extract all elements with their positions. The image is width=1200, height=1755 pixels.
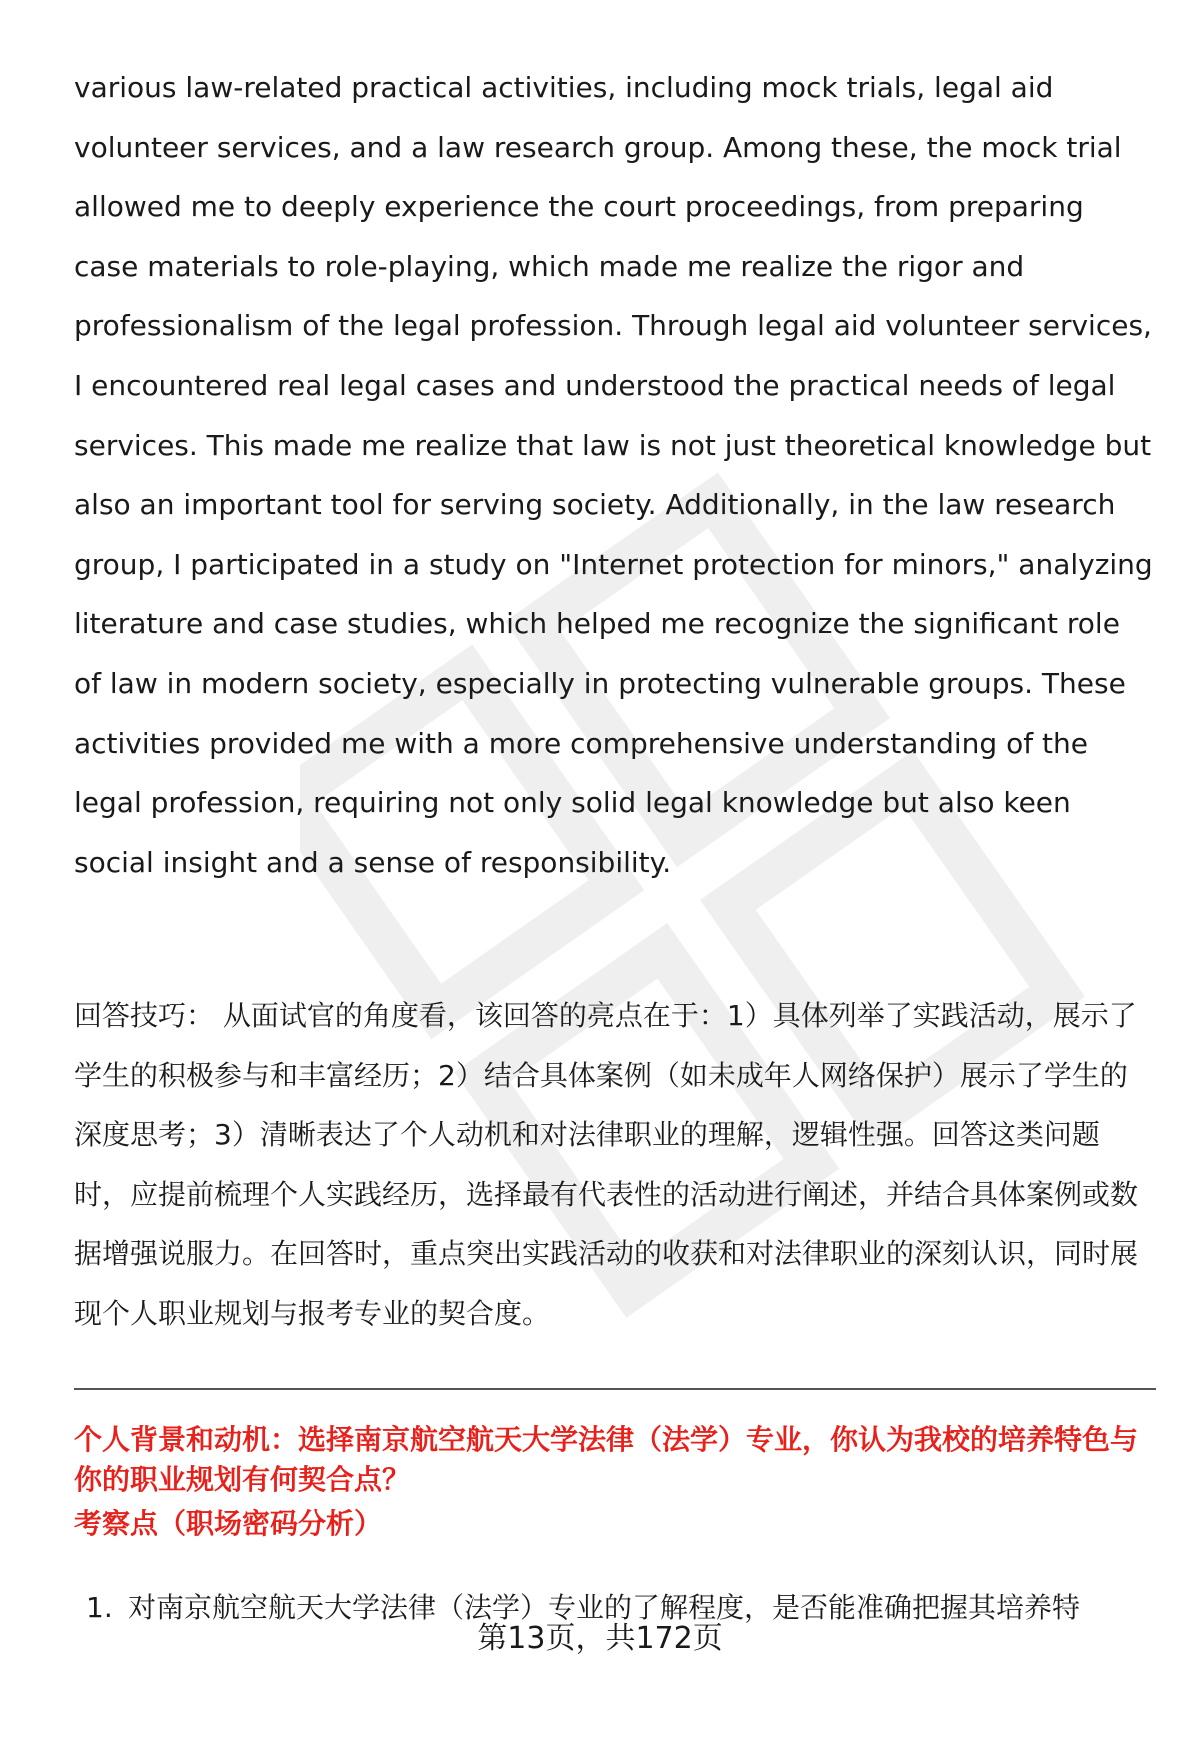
page-number: 第13页，共172页 bbox=[477, 1621, 723, 1656]
assessment-subheading: 考察点（职场密码分析） bbox=[74, 1507, 383, 1540]
list-item-text: 对南京航空航天大学法律（法学）专业的了解程度，是否能准确把握其培养特 bbox=[128, 1591, 1081, 1624]
question-heading: 个人背景和动机：选择南京航空航天大学法律（法学）专业，你认为我校的培养特色与你的职业规划有何契合点？ bbox=[74, 1423, 1139, 1496]
answer-tips-paragraph: 回答技巧： 从面试官的角度看，该回答的亮点在于：1）具体列举了实践活动，展示了学生的积极参与和丰富经历；2）结合具体案例（如未成年人网络保护）展示了学生的深度思考；3）清晰表达了个人动机和对法律职业的理解，逻辑性强。回答这类问题时，应提前梳理个人实践经历，选择最有代表性的活动进行阐述，并结合具体案例或数据增强说服力。在回答时，重点突出实践活动的收获和对法律职业的深刻认识，同时展现个人职业规划与报考专业的契合度。 bbox=[74, 999, 1139, 1330]
page-content bbox=[74, 58, 1154, 1624]
english-paragraph: various law-related practical activities, including mock trials, legal aid volunteer services, and a law research group. Among these, the mock trial allowed me to deeply experience the court proceedings, from preparing case materials to role-playing, which made me realize the rigor and professionalism of the legal profession. Through legal aid volunteer services, I encountered real legal cases and understood the practical needs of legal services. This made me realize that law is not just theoretical knowledge but also an important tool for serving society. Additionally, in the law research group, I participated in a study on "Internet protection for minors," analyzing literature and case studies, which helped me recognize the significant role of law in modern society, especially in protecting vulnerable groups. These activities provided me with a more comprehensive understanding of the legal profession, requiring not only solid legal knowledge but also keen social insight and a sense of responsibility. bbox=[74, 71, 1153, 879]
section-divider bbox=[74, 1388, 1156, 1390]
list-item-number: 1. bbox=[86, 1591, 113, 1624]
